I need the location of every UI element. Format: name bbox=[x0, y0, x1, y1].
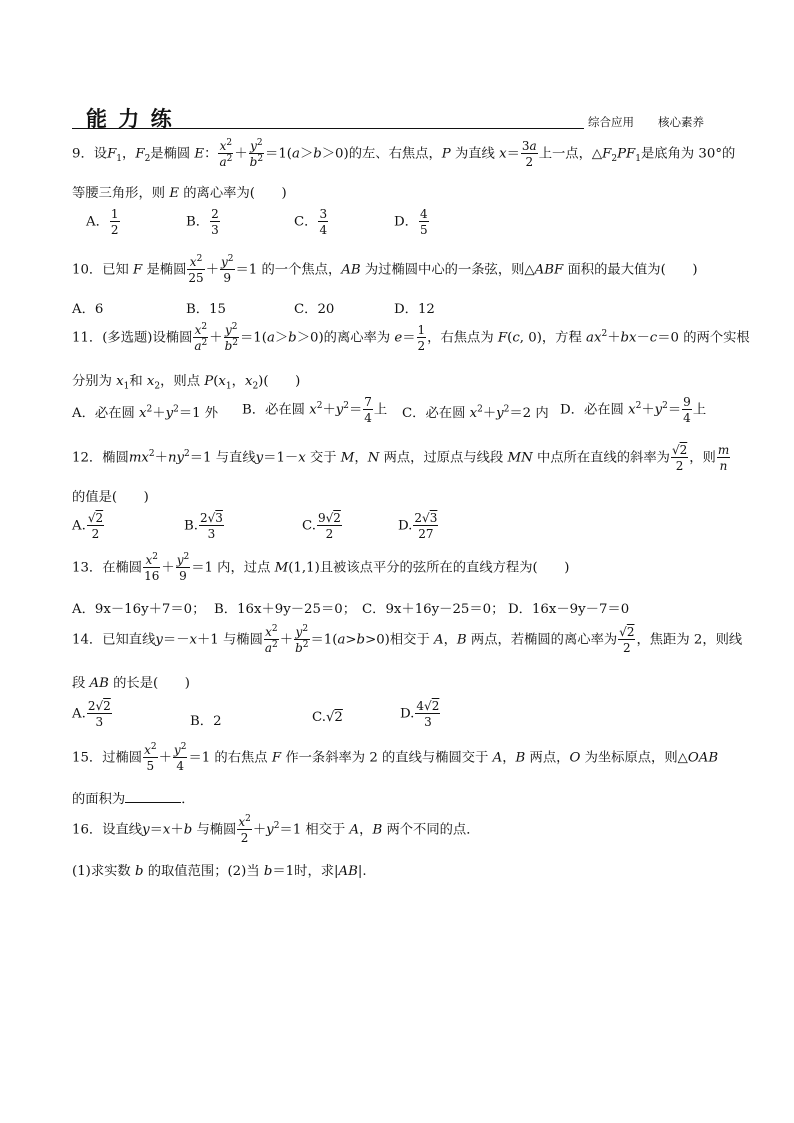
q13-option-a: A．9x－16y＋7＝0； bbox=[72, 602, 206, 617]
header-rule bbox=[72, 128, 584, 129]
q10-option-d: D．12 bbox=[394, 302, 435, 317]
question-15: 15．过椭圆 $\frac{x^2}{5}$ ＋ $\frac{y^2}{4}$ ＝1 的右焦点 F 作一条斜率为 2 的直线与椭圆交于 A，B 两点，O 为坐标原点，则△OAB bbox=[72, 742, 719, 773]
question-16-line2: (1)求实数 b 的取值范围；(2)当 b＝1时，求|AB|. bbox=[72, 864, 367, 879]
q12-option-d: D. $\frac{2√3}{27}$ bbox=[398, 511, 438, 541]
question-11-line2: 分别为 $x_1$和 $x_2$，则点 $P(x_1$，$x_2$)( ) bbox=[72, 374, 301, 392]
question-11: 11．(多选题)设椭圆 $\frac{x^2}{a^2}$ ＋ $\frac{y^2}{b^2}$ ＝1(a＞b＞0)的离心率为 e＝ $\frac{1}{2}$ ，右焦点为 F(c, 0)，方程 $ax^2+bx-c=0$ 的两个实根 bbox=[72, 322, 750, 353]
question-14: 14．已知直线y＝－x＋1 与椭圆 $\frac{x^2}{a^2}$ ＋ $\frac{y^2}{b^2}$ ＝1(a>b>0)相交于 A，B 两点，若椭圆的离心率为 $\frac{√2}{2}$ ，焦距为 2，则线 bbox=[72, 624, 743, 655]
q11-option-c: C．必在圆 $x^2+y^2=2$ 内 bbox=[402, 404, 549, 421]
q9-option-d: D． $\frac{4}{5}$ bbox=[394, 207, 428, 237]
q12-option-b: B. $\frac{2√3}{3}$ bbox=[184, 511, 223, 541]
question-9-line2: 等腰三角形，则 E 的离心率为( ) bbox=[72, 186, 287, 201]
q11-option-d: D．必在圆 $x^2+y^2=$ $\frac{9}{4}$ 上 bbox=[560, 395, 707, 425]
question-13: 13．在椭圆 $\frac{x^2}{16}$ ＋ $\frac{y^2}{9}$ ＝1 内，过点 M(1,1)且被该点平分的弦所在的直线方程为( ) bbox=[72, 552, 570, 583]
q11-option-b: B．必在圆 $x^2+y^2=$ $\frac{7}{4}$ 上 bbox=[242, 395, 388, 425]
question-12-line2: 的值是( ) bbox=[72, 490, 149, 505]
question-15-line2: 的面积为 ． bbox=[72, 792, 195, 807]
q13-option-d: D．16x－9y－7＝0 bbox=[508, 602, 630, 617]
question-14-line2: 段 AB 的长是( ) bbox=[72, 676, 191, 691]
q10-option-c: C．20 bbox=[294, 302, 335, 317]
q12-option-c: C. $\frac{9√2}{2}$ bbox=[302, 511, 341, 541]
q14-option-d: D. $\frac{4√2}{3}$ bbox=[400, 699, 440, 729]
q11-option-a: A．必在圆 $x^2+y^2=1$ 外 bbox=[72, 404, 219, 421]
q14-option-c: C.√2 bbox=[312, 710, 343, 725]
q10-option-b: B．15 bbox=[186, 302, 226, 317]
q9-option-b: B． $\frac{2}{3}$ bbox=[186, 207, 219, 237]
q14-option-b: B．2 bbox=[190, 714, 222, 729]
q9-option-a: A． $\frac{1}{2}$ bbox=[86, 207, 119, 237]
header-tag-core: 核心素养 bbox=[658, 115, 704, 129]
q10-option-a: A．6 bbox=[72, 302, 104, 317]
question-12: 12．椭圆$mx^2+ny^2=1$ 与直线y＝1－x 交于 M，N 两点，过原点与线段 MN 中点所在直线的斜率为 $\frac{√2}{2}$ ，则 $\frac{m}{n}$ bbox=[72, 443, 730, 473]
q9-option-c: C． $\frac{3}{4}$ bbox=[294, 207, 328, 237]
q13-option-c: C．9x＋16y－25＝0； bbox=[362, 602, 505, 617]
q12-option-a: A. $\frac{√2}{2}$ bbox=[72, 511, 104, 541]
question-9: 9．设$F_1$，$F_2$是椭圆 E： $\frac{x^2}{a^2}$ ＋ $\frac{y^2}{b^2}$ ＝1(a＞b＞0)的左、右焦点，P 为直线 x＝ $\frac{3a}{2}$ 上一点，$\triangle F_2PF_1$是底角为 30°的 bbox=[72, 138, 736, 169]
answer-blank[interactable] bbox=[125, 790, 181, 803]
section-title: 能 力 练 bbox=[86, 107, 174, 131]
header-tag-apply: 综合应用 bbox=[588, 115, 634, 129]
question-10: 10．已知 F 是椭圆 $\frac{x^2}{25}$ ＋ $\frac{y^2}{9}$ ＝1 的一个焦点，AB 为过椭圆中心的一条弦，则△ABF 面积的最大值为( ) bbox=[72, 254, 698, 285]
question-16: 16．设直线y＝x＋b 与椭圆 $\frac{x^2}{2}$ $+y^2=1$ 相交于 A，B 两个不同的点． bbox=[72, 814, 480, 845]
q13-option-b: B．16x＋9y－25＝0； bbox=[214, 602, 357, 617]
q14-option-a: A. $\frac{2√2}{3}$ bbox=[72, 699, 111, 729]
